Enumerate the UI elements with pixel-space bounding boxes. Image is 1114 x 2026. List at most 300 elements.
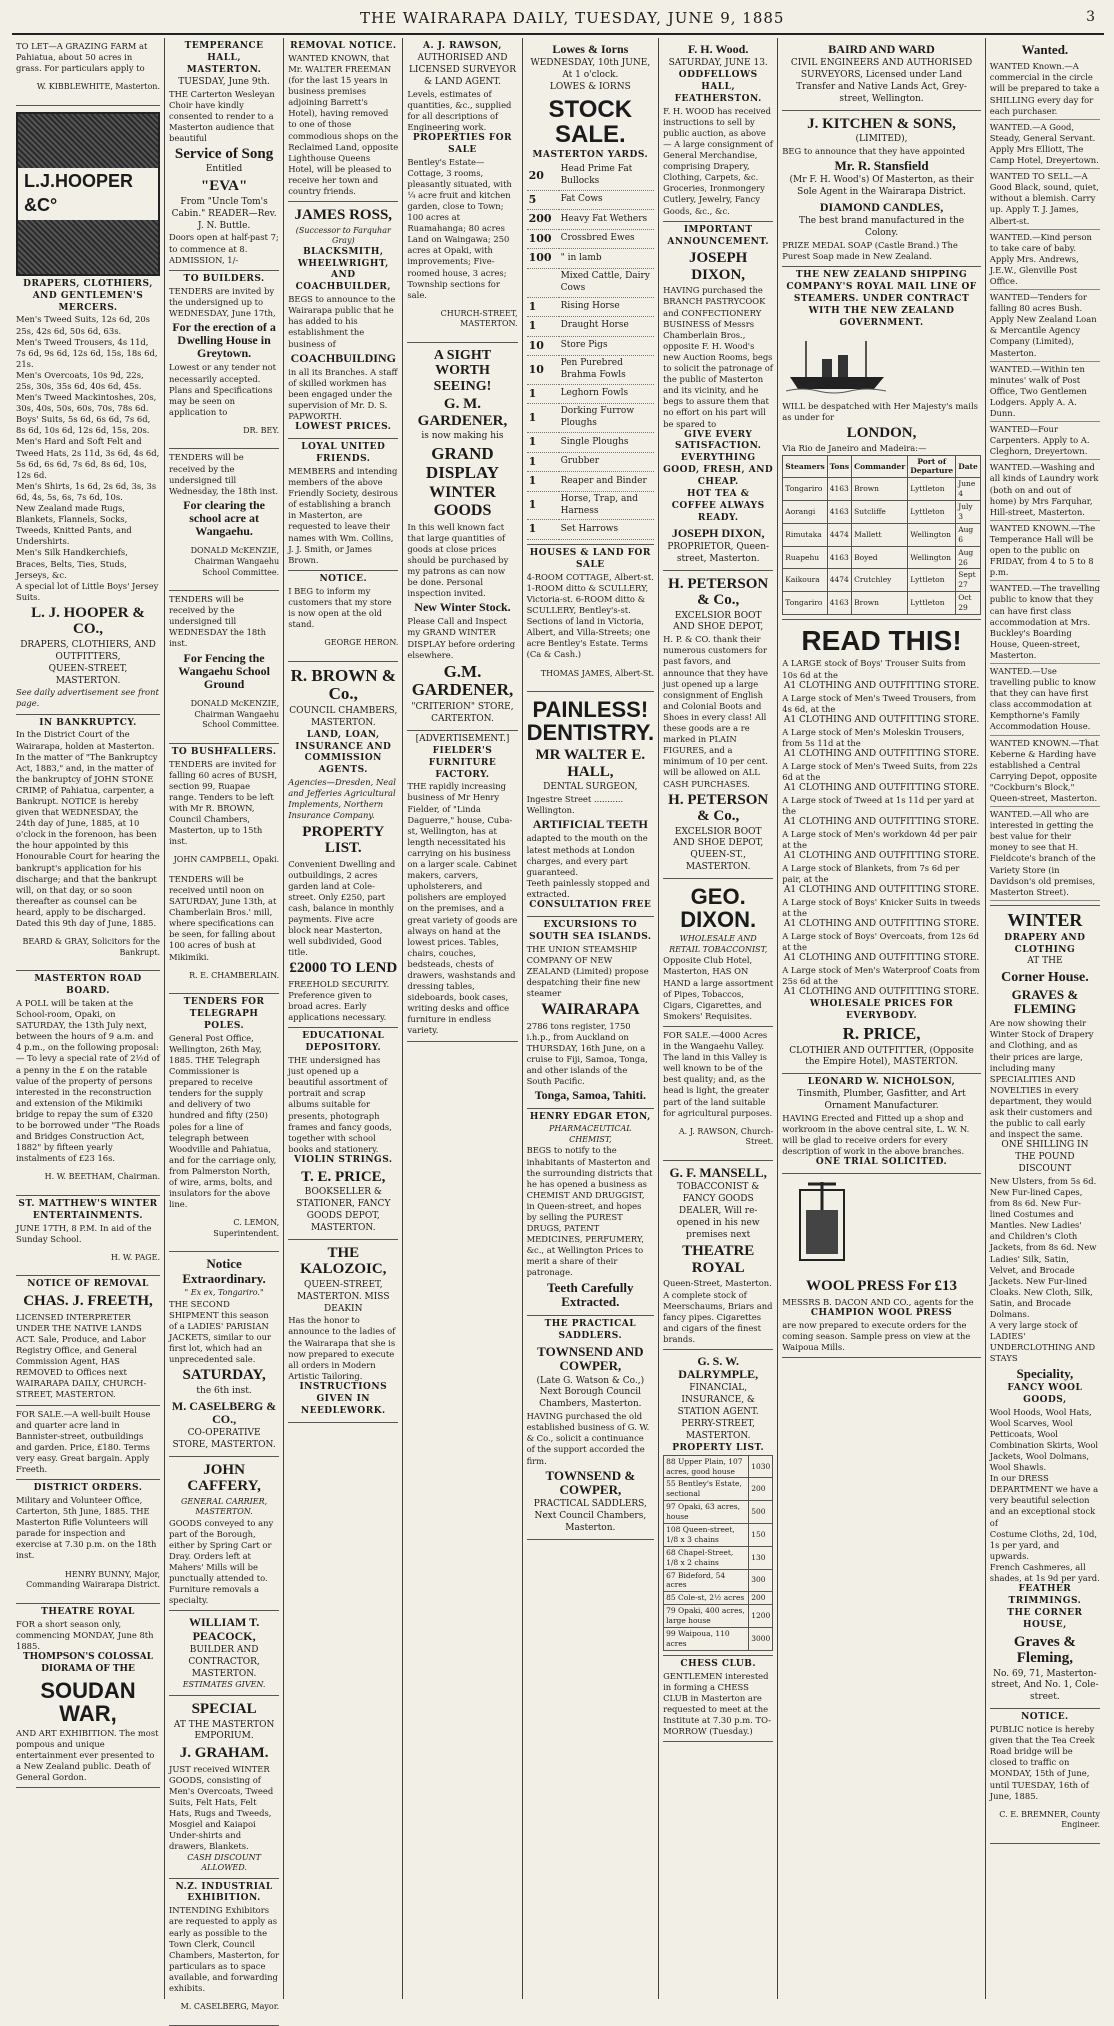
- schedule-cell: Lyttleton: [908, 478, 956, 501]
- ad-heading: LOWEST PRICES.: [295, 422, 392, 433]
- ad-text: in all its Branches. A staff of skilled workmen has been engaged under the supervision of Mr. D. S. PAPWORTH.: [288, 366, 398, 422]
- ad-title: H. PETERSON & Co.,: [668, 791, 769, 825]
- table-row: [783, 569, 981, 592]
- property-list-table: [663, 1455, 773, 1651]
- hooper-ad: [16, 106, 160, 715]
- wool-press-illustration: [782, 1180, 862, 1270]
- page-number: 3: [1086, 9, 1096, 25]
- stock-item: Rising Horse: [559, 297, 655, 317]
- ad-sub: TUESDAY, June 9th.: [178, 76, 270, 87]
- wanted-item: WANTED TO SELL.—A Good Black, sound, quiet, without a blemish. Carry up. Apply T. J. James, Albert-st.: [990, 169, 1100, 229]
- houses-for-sale-ad: [527, 545, 655, 692]
- ad-title: TOWNSEND AND COWPER,: [537, 1343, 644, 1374]
- loyal-friends-ad: [288, 439, 398, 571]
- ad-text: BEGS to notify to the inhabitants of Masterton and the surrounding districts that he has opened a business as CHEMIST AND DRUGGIST, in Queen-street, and hopes by selling the PUREST DRUGS, PATENT MEDICINES, PERFUMERY, &c., at Wellington Prices to merit a share of their patronage.: [526, 1145, 653, 1278]
- property-item: 67 Bideford, 54 acres: [664, 1569, 749, 1592]
- store-name: A1 CLOTHING AND OUTFITTING STORE.: [783, 748, 980, 759]
- ad-text: THE rapidly increasing business of Mr Henry Fielder, of "Linda Daguerre," house, Cuba-st, Wellington, has at length necessitated his carrying on his business on a larger scale. Cabinet makers, carvers, upholsterers, and polishers are employed on the premises, and a great variety of goods are always on hand at the lowest prices. Tables, chairs, couches, bedsteads, chests of drawers, washstands and dressing tables, sideboards, book cases, writing desks and office furniture in endless variety.: [407, 781, 518, 1036]
- property-price: 200: [749, 1592, 773, 1605]
- masthead: [12, 8, 1104, 35]
- wangaehu-sale-ad: [663, 1027, 773, 1161]
- table-row: [664, 1546, 773, 1569]
- ad-sign: C. LEMON, Superintendent.: [213, 1218, 280, 1238]
- stock-row: [527, 384, 655, 404]
- ad-title: R. BROWN & Co.,: [290, 665, 396, 704]
- ad-text: A LARGE stock of Boys' Trouser Suits from 10s 6d at the: [782, 658, 966, 680]
- wanted-item: WANTED Known.—A commercial in the circle will be prepared to take a SHILLING every day for each purchaser.: [990, 59, 1100, 119]
- list-item: Men's Tweed Suits, 12s 6d, 20s 25s, 42s 6d, 50s 6d, 63s.: [16, 314, 150, 336]
- ad-title: GRAVES & FLEMING: [1011, 986, 1079, 1016]
- ad-title: For the erection of a Dwelling House in Greytown.: [172, 319, 276, 361]
- stock-count: 1: [527, 384, 559, 404]
- table-row: [783, 478, 981, 501]
- ad-heading: DRAPERY AND CLOTHING: [1004, 932, 1086, 955]
- ad-text: GOODS conveyed to any part of the Borough, either by Spring Cart or Dray. Orders left at Mahers' Mills will be punctually attended to. Furniture removals a specialty.: [169, 1517, 274, 1606]
- ad-title: THE KALOZOIC,: [300, 1244, 387, 1278]
- wanted-item: WANTED.—All who are interested in getting the best value for their money to see that H. Fieldcote's branch of the Variety Store (in Davidson's old premises, Masterton Street).: [990, 807, 1100, 901]
- wood-auction-ad: [663, 38, 773, 222]
- nz-exhibition-ad: [169, 1879, 279, 2026]
- ad-heading: FEATHER TRIMMINGS.: [1008, 1584, 1082, 1606]
- ad-sub: A1 CLOTHING AND OUTFITTING STORE.: [783, 680, 980, 691]
- peacock-ad: [169, 1611, 279, 1696]
- ad-sub: GENERAL CARRIER, MASTERTON.: [180, 1496, 268, 1517]
- stock-item: Single Ploughs: [559, 433, 655, 453]
- ad-title: CHAS. J. FREETH,: [23, 1293, 153, 1310]
- table-row: [664, 1628, 773, 1651]
- fielder-furniture-ad: [407, 731, 517, 1042]
- ad-title: "EVA": [200, 178, 248, 195]
- ad-title: J. GRAHAM.: [179, 1745, 269, 1762]
- schedule-header: Tons: [827, 455, 851, 478]
- schedule-cell: Tongariro: [783, 478, 827, 501]
- ad-sub: [ADVERTISEMENT.]: [415, 733, 510, 744]
- store-name: A1 CLOTHING AND OUTFITTING STORE.: [783, 782, 980, 793]
- stock-row: [527, 356, 655, 385]
- schedule-cell: Boyed: [852, 546, 908, 569]
- heron-notice: [288, 571, 398, 662]
- stock-count: 100: [527, 229, 559, 249]
- hooper-logo: [16, 112, 160, 276]
- wanted-item: WANTED.—Kind person to take care of baby. Apply Mrs. Andrews, J.E.W., Glenville Post Office.: [990, 230, 1100, 290]
- wanted-item: WANTED.—The travelling public to know that they can have first class accommodation at Mrs. Buckley's Boarding House, Queen-street, Masterton.: [990, 581, 1100, 664]
- ad-heading: MASTERTON ROAD BOARD.: [34, 974, 142, 997]
- ad-sub: is now making his: [421, 431, 504, 442]
- ad-title: COACHBUILDING: [290, 350, 396, 365]
- ad-heading: THEATRE ROYAL: [41, 1606, 135, 1617]
- property-item: 85 Cole-st, 2½ acres: [664, 1592, 749, 1605]
- stock-count: 1: [527, 433, 559, 453]
- schedule-cell: Aug 26: [956, 546, 981, 569]
- ad-sign: CHURCH-STREET, MASTERTON.: [440, 308, 518, 329]
- ad-sub: BOOKSELLER & STATIONER, FANCY GOODS DEPOT, MASTERTON.: [296, 1187, 391, 1233]
- ad-heading: CONSULTATION FREE: [529, 900, 652, 911]
- property-item: 79 Opaki, 400 acres, large house: [664, 1605, 749, 1628]
- ad-note: See daily advertisement see front page.: [16, 687, 159, 709]
- stock-count: 1: [527, 520, 559, 540]
- ad-text: Agencies—Dresden, Neal and Jefferies Agricultural Implements, Northern Insurance Company.: [288, 777, 396, 821]
- list-item: A Large stock of Boys' Knicker Suits in tweeds at the: [782, 896, 981, 918]
- ad-text: A very large stock of LADIES' UNDERCLOTHING AND STAYS: [989, 1320, 1096, 1364]
- eaton-chemist-ad: [527, 1109, 655, 1316]
- ad-sign: M. CASELBERG, Mayor.: [180, 2002, 280, 2012]
- ad-title: L. J. HOOPER & CO.,: [31, 604, 145, 638]
- ad-text: Opposite Club Hotel, Masterton, HAS ON HAND a large assortment of Pipes, Tobaccos, Cigars, Cigarettes, and Smokers' Requisites.: [663, 955, 774, 1021]
- bridge-notice: [990, 1709, 1100, 1844]
- clearing-tender: [169, 449, 279, 591]
- bushfallers-tender: [169, 744, 279, 994]
- list-item: A Large stock of Men's Moleskin Trousers, from 5s 11d at the: [782, 726, 965, 748]
- stock-count: 1: [527, 452, 559, 472]
- ad-text: I BEG to inform my customers that my store is now open at the old stand.: [288, 585, 392, 629]
- ad-title: TOWNSEND & COWPER,: [545, 1467, 636, 1497]
- table-row: [664, 1605, 773, 1628]
- ad-text: adapted to the mouth on the latest methods at London charges, and every part guaranteed.: [526, 833, 648, 877]
- ad-text: General Post Office, Wellington, 26th May, 1885. THE Telegraph Commissioner is prepared to receive tenders for the supply and delivery of two hundred and fifty (250) poles for a line of telegraph between Woodville and Pahiatua, and for the carriage only, from Palmerston North, of wire, arms, bolts, and insulators for the above line.: [169, 1032, 277, 1210]
- schedule-cell: 4163: [827, 592, 851, 615]
- wanted-item: WANTED.—Use travelling public to know that they can have first class accommodation at Kempthorne's Family Accommodation House.: [990, 664, 1100, 736]
- stock-row: [527, 210, 655, 230]
- stock-item: Dorking Furrow Ploughs: [559, 404, 655, 433]
- ad-text: Via Rio de Janeiro and Madeira:—: [782, 443, 927, 454]
- ad-title: JOSEPH DIXON,: [689, 250, 748, 283]
- stock-item: Mixed Cattle, Dairy Cows: [559, 268, 655, 297]
- stock-count: 5: [527, 190, 559, 210]
- stock-row: [527, 162, 655, 190]
- nicholson-ad: [782, 1074, 981, 1174]
- ad-title: Graves & Fleming,: [1013, 1633, 1076, 1667]
- ad-text: Are now showing their Winter Stock of Drapery and Clothing, and as their prices are large, including many SPECIALITIES AND NOVELTIES in every department, they would ask their customers and the public to call early and inspect the same.: [989, 1018, 1094, 1140]
- schedule-cell: Brown: [852, 478, 908, 501]
- ad-sign: C. E. BREMNER, County Engineer.: [999, 1809, 1100, 1830]
- ad-sub: BUILDER AND CONTRACTOR, MASTERTON.: [188, 1644, 260, 1679]
- ad-heading: THE PRACTICAL SADDLERS.: [544, 1319, 637, 1342]
- property-price: 1200: [749, 1605, 773, 1628]
- ad-heading: PROPERTIES FOR SALE: [412, 132, 513, 155]
- ad-text: French Cashmeres, all shades, at 1s 9d per yard.: [989, 1561, 1100, 1583]
- property-item: 97 Opaki, 63 acres, house: [664, 1501, 749, 1524]
- schedule-cell: Oct 29: [956, 592, 981, 615]
- schedule-cell: Aorangi: [783, 501, 827, 524]
- ad-sub: (Late G. Watson & Co.,) Next Borough Council Chambers, Masterton.: [536, 1375, 645, 1410]
- ad-sign: H. W. BEETHAM, Chairman.: [44, 1172, 160, 1182]
- ad-sub: No. 69, 71, Masterton-street, And No. 1, Cole-street.: [991, 1668, 1099, 1703]
- wool-press-ad: [782, 1174, 981, 1358]
- ad-sub: PHARMACEUTICAL CHEMIST,: [549, 1124, 632, 1144]
- ad-title: GEO. DIXON.: [680, 884, 757, 933]
- stock-count: 200: [527, 210, 559, 230]
- ad-sub: the 6th inst.: [196, 1385, 252, 1396]
- kitchen-sons-ad: [782, 111, 981, 268]
- schedule-cell: 4163: [827, 478, 851, 501]
- property-price: 200: [749, 1478, 773, 1501]
- stock-row: [527, 317, 655, 337]
- ad-title: Wanted.: [1021, 42, 1069, 57]
- schedule-cell: Mallett: [852, 523, 908, 546]
- table-row: [664, 1501, 773, 1524]
- logo-text: L.J.HOOPER &C°: [18, 168, 158, 220]
- property-price: 130: [749, 1546, 773, 1569]
- column-4: [402, 38, 521, 1999]
- ad-title: READ THIS!: [801, 625, 962, 657]
- ad-text: THE SECOND SHIPMENT this season of a LADIES' PARISIAN JACKETS, similar to our first lot, which had an unprecedented sale.: [169, 1298, 271, 1365]
- ad-sign: THOMAS JAMES, Albert-St.: [540, 668, 655, 678]
- ad-heading: DISTRICT ORDERS.: [33, 1483, 143, 1494]
- ad-title: £2000 TO LEND: [289, 960, 398, 977]
- ad-text: TENDERS will be received by the undersigned till WEDNESDAY the 18th inst.: [169, 594, 267, 649]
- schedule-cell: Kaikoura: [783, 569, 827, 592]
- table-row: [664, 1478, 773, 1501]
- ad-text: In this well known fact that large quantities of goods at close prices should be purchased by my patrons as can now be done. Personal inspection invited.: [407, 521, 509, 599]
- ad-title: JOSEPH DIXON,: [671, 525, 765, 540]
- wanted-item: WANTED KNOWN.—That Keberne & Harding have established a Central Carrying Depot, opposite "Cockburn's Block," Queen-street, Masterton.: [990, 736, 1100, 808]
- ad-text: FOR a short season only, commencing MONDAY, June 8th 1885.: [16, 1618, 154, 1651]
- schedule-cell: July 3: [956, 501, 981, 524]
- ad-title: New Winter Stock.: [414, 600, 511, 615]
- ad-title: WINTER: [1007, 909, 1083, 930]
- wanted-item: WANTED.—Within ten minutes' walk of Post Office, Two Gentlemen Lodgers. Apply A. A. Dunn.: [990, 362, 1100, 422]
- stock-item: Set Harrows: [559, 520, 655, 540]
- ad-heading: IMPORTANT ANNOUNCEMENT.: [667, 224, 769, 247]
- ad-text: Doors open at half-past 7; to commence at 8. ADMISSION, 1/-: [169, 232, 279, 265]
- ad-text: WILL be despatched with Her Majesty's mails as under for: [782, 400, 978, 422]
- ad-sign: DONALD McKENZIE, Chairman Wangaehu School Committee.: [190, 699, 280, 730]
- ad-heading: BLACKSMITH, WHEELWRIGHT, AND COACHBUILDER,: [295, 246, 391, 293]
- excursions-ad: [527, 917, 655, 1110]
- mansell-ad: [663, 1161, 773, 1350]
- table-row: [783, 523, 981, 546]
- ad-title: Lowes & Iorns: [552, 42, 629, 56]
- ad-sub: The best brand manufactured in the Colony.: [798, 216, 965, 239]
- ad-sub: ESTIMATES GIVEN.: [182, 1680, 266, 1690]
- list-item: Men's Tweed Trousers, 4s 11d, 7s 6d, 9s 6d, 12s 6d, 15s, 18s 6d, 21s.: [16, 336, 158, 369]
- ad-sub: Entitled: [205, 164, 243, 175]
- ad-text: WANTED KNOWN, that Mr. WALTER FREEMAN (for the last 15 years in business premises adjoining Barrett's Hotel), having removed to one of those commodious shops on the Reclaimed Land, opposite Lighthouse Queens Hotel, will be pleased to receive her town and country friends.: [288, 52, 399, 196]
- schedule-header: Steamers: [783, 455, 827, 478]
- ad-heading: VIOLIN STRINGS.: [294, 1154, 393, 1165]
- ad-sign: DONALD McKENZIE, Chairman Wangaehu School Committee.: [190, 546, 280, 577]
- baird-ward-ad: [782, 38, 981, 111]
- stock-item: Pen Purebred Brahma Fowls: [559, 356, 655, 385]
- educational-depository-ad: [288, 1028, 398, 1239]
- lowes-iorns-ad: [527, 38, 655, 545]
- schedule-cell: Wellington: [908, 546, 956, 569]
- store-name: A1 CLOTHING AND OUTFITTING STORE.: [783, 885, 980, 895]
- saddlers-ad: [527, 1316, 655, 1540]
- stock-row: [527, 336, 655, 356]
- schedule-cell: Sept 27: [956, 569, 981, 592]
- schedule-cell: 4474: [827, 569, 851, 592]
- ad-title: WOOL PRESS For £13: [806, 1278, 958, 1295]
- property-price: 300: [749, 1569, 773, 1592]
- ad-sub: " Ex ex, Tongariro.": [184, 1288, 264, 1298]
- ad-text: 4-ROOM COTTAGE, Albert-st. 1-ROOM ditto & SCULLERY, Victoria-st. 6-ROOM ditto & SCULLERY, Bentley's-st. Sections of land in Victoria, Albert, and Villa-Streets; one acre Bentley's Estate. Terms (Ca & Cash.): [526, 571, 654, 660]
- ad-sub: (Successor to Farquhar Gray): [295, 225, 391, 246]
- schedule-header: Date: [956, 455, 981, 478]
- stock-item: Leghorn Fowls: [559, 384, 655, 404]
- ad-title: STOCK SALE.: [548, 95, 633, 148]
- ad-text: 2786 tons register, 1750 i.h.p., from Auckland on THURSDAY, 16th June, on a cruise to Fiji, Samoa, Tonga, and other islands of the South Pacific.: [526, 1020, 648, 1087]
- ad-heading: TO BUSHFALLERS.: [171, 746, 277, 757]
- store-name: A1 CLOTHING AND OUTFITTING STORE.: [783, 987, 980, 998]
- wanted-item: WANTED.—A Good, Steady, General Servant. Apply Mrs Elliott, The Camp Hotel, Dreyertown.: [990, 120, 1100, 169]
- ad-text: Please Call and Inspect my GRAND WINTER DISPLAY before ordering elsewhere.: [407, 616, 516, 660]
- read-this-ad: [782, 620, 981, 1074]
- temperance-hall-ad: [169, 38, 279, 271]
- list-item: New Zealand made Rugs, Blankets, Flannels, Socks, Tweeds, Knitted Pants, and Undershirts.: [16, 503, 132, 547]
- ad-text: TENDERS will be received until noon on SATURDAY, June 13th, at Chamberlain Bros.' mill, where specifications can be seen, for falling about 100 acres of bush at Mikimiki.: [169, 873, 277, 962]
- ad-text: GENTLEMEN interested in forming a CHESS CLUB in Masterton are requested to meet at the Institute at 7.30 p.m. TO-MORROW (Tuesday.): [663, 1670, 772, 1737]
- list-item: Boys' Suits, 5s 6d, 6s 6d, 7s 6d, 8s 6d, 10s 6d, 12s 6d, 15s, 20s.: [16, 414, 151, 436]
- ad-sub: EXCELSIOR BOOT AND SHOE DEPOT,: [673, 610, 764, 633]
- masthead-title: THE WAIRARAPA DAILY, TUESDAY, JUNE 9, 1885: [360, 9, 785, 27]
- ad-text: FREEHOLD SECURITY. Preference given to broad acres. Early applications necessary.: [288, 978, 390, 1023]
- list-item: A Large stock of Men's Waterproof Coats from 25s 6d at the: [782, 965, 980, 987]
- ad-title: LONDON,: [846, 424, 917, 441]
- ad-sub: Tinsmith, Plumber, Gasfitter, and Art Ornament Manufacturer.: [797, 1089, 966, 1111]
- ad-heading: EXCURSIONS TO SOUTH SEA ISLANDS.: [529, 919, 652, 942]
- ad-heading: EVERYTHING GOOD, FRESH, AND CHEAP.: [663, 453, 774, 488]
- ad-sub: LOWES & IORNS: [549, 81, 631, 92]
- ad-sign: R. E. CHAMBERLAIN.: [189, 970, 280, 980]
- ad-title: J. KITCHEN & SONS,: [807, 115, 956, 132]
- ad-title: PAINLESS! DENTISTRY.: [526, 697, 655, 746]
- stock-row: [527, 249, 655, 269]
- ad-sign: H. W. PAGE.: [110, 1252, 160, 1262]
- ad-sub: AUTHORISED AND LICENSED SURVEYOR & LAND AGENT.: [408, 52, 516, 87]
- ad-title: Notice Extraordinary.: [182, 1256, 266, 1286]
- ad-sign: HENRY BUNNY, Major, Commanding Wairarapa District.: [26, 1569, 160, 1590]
- ad-text: JUNE 17TH, 8 P.M. In aid of the Sunday School.: [16, 1222, 152, 1244]
- removal-notice: [288, 38, 398, 202]
- ad-heading: ST. MATTHEW'S WINTER ENTERTAINMENTS.: [18, 1198, 158, 1221]
- ad-sub: From "Uncle Tom's Cabin." READER—Rev. J. N. Buttle.: [171, 196, 277, 231]
- ad-title: JOHN CAFFERY,: [187, 1461, 261, 1495]
- ad-title: GRAND DISPLAY: [425, 443, 499, 482]
- column-7: [777, 38, 985, 1999]
- steamship-illustration: [782, 333, 892, 395]
- ad-heading: ODDFELLOWS HALL, FEATHERSTON.: [674, 70, 762, 104]
- ad-heading: CHAMPION WOOL PRESS: [810, 1307, 953, 1318]
- schedule-header: Port of Departure: [908, 455, 956, 478]
- james-ross-ad: [288, 202, 398, 439]
- wanted-item: WANTED—Tenders for falling 80 acres Bush. Apply New Zealand Loan & Mercantile Agency Company (Limited), Masterton.: [990, 290, 1100, 362]
- district-orders: [16, 1480, 160, 1604]
- ad-text: H. P. & CO. thank their numerous customers for past favors, and announce that they have just opened up a large consignment of English and Colonial Boots and Shoes in every class! All these goods are a re marked in PLAIN FIGURES, and a minimum of 10 per cent. will be allowed on ALL CASH PURCHASES.: [663, 634, 768, 789]
- ad-text: BEGS to announce to the Wairarapa public that he has added to his establishment the business of: [288, 294, 396, 349]
- property-price: 500: [749, 1501, 773, 1524]
- store-name: A1 CLOTHING AND OUTFITTING STORE.: [783, 816, 980, 827]
- stock-row: [527, 190, 655, 210]
- ad-sub: THOMPSON'S COLOSSAL DIORAMA OF THE: [22, 1651, 153, 1674]
- ad-text: FOR SALE.—A well-built House and quarter acre land in Bannister-street, outbuildings and garden. Price, £180. Terms very easy. Great bargain. Apply Freeth.: [16, 1408, 151, 1475]
- ad-text: TO LET—A GRAZING FARM at Pahiatua, about 50 acres in grass. For particulars apply to: [16, 41, 148, 74]
- ad-title: Teeth Carefully Extracted.: [547, 1279, 634, 1309]
- column-2: [164, 38, 283, 2012]
- ad-text: Has the honor to announce to the ladies of the Wairarapa that she is now prepared to execute all orders in Modern Artistic Tailoring.: [288, 1315, 396, 1381]
- ad-sub: ONE SHILLING IN THE POUND DISCOUNT: [1001, 1140, 1089, 1175]
- list-item: A Large stock of Men's workdown 4d per pair at the: [782, 828, 977, 850]
- ad-text: A POLL will be taken at the School-room, Opaki, on SATURDAY, the 13th July next, between the hours of 9 a.m. and 4 p.m., on the following proposal:— To levy a special rate of 2½d of a penny in the £ on the ratable value of the property of persons interested in the reconstruction and extension of the Mikimiki bridge to repay the sum of £320 to be borrowed under "The Roads and Bridges Construction Act, 1882" by fifteen yearly instalments of £23 16s.: [16, 997, 160, 1164]
- ad-text: Teeth painlessly stopped and extracted.: [526, 877, 650, 899]
- ad-heading: REMOVAL NOTICE.: [290, 41, 397, 51]
- ad-heading: NOTICE.: [319, 573, 368, 584]
- ad-text: New Ulsters, from 5s 6d. New Fur-lined Capes, from 8s 6d. New Fur-lined Costumes and Mantles. New Ladies' and Children's Cloth Jackets, from 8s 6d. New Ladies' Silk, Satin, Velvet, and Brocade Jackets. New Fur-lined Cloaks. New Cloth, Silk, Satin, and Brocade Dolmans.: [989, 1175, 1097, 1320]
- schedule-cell: 4474: [827, 523, 851, 546]
- ad-heading: LAND, LOAN, INSURANCE AND COMMISSION AGENTS.: [295, 729, 392, 776]
- ad-text: FOR SALE.—4000 Acres in the Wangaehu Valley. The land in this Valley is well known to be of the best quality; and, as the head is light, the greater part of the land suitable for agricultural purposes.: [663, 1029, 773, 1118]
- property-item: 55 Bentley's Estate, sectional: [664, 1478, 749, 1501]
- stock-item: Store Pigs: [559, 336, 655, 356]
- sailing-schedule: [782, 455, 981, 615]
- stock-count: 1: [527, 491, 559, 520]
- schedule-cell: Lyttleton: [908, 501, 956, 524]
- ad-text: JUST received WINTER GOODS, consisting of Men's Overcoats, Tweed Suits, Felt Hats, Felt Hats, Rugs and Tweeds, Mosgiel and Kaiapoi Under-shirts and drawers, Blankets.: [169, 1763, 274, 1852]
- ad-title: A SIGHT WORTH SEEING!: [433, 347, 492, 394]
- st-matthews-ad: [16, 1196, 160, 1276]
- stock-row: [527, 404, 655, 433]
- caffery-ad: [169, 1457, 279, 1612]
- stock-row: [527, 452, 655, 472]
- list-item: A Large stock of Men's Tweed Trousers, from 4s 6d, at the: [782, 692, 977, 714]
- ad-sub: QUEEN-STREET, MASTERTON.: [48, 663, 128, 686]
- ad-heading: LEONARD W. NICHOLSON,: [807, 1077, 956, 1088]
- stock-item: Horse, Trap, and Harness: [559, 491, 655, 520]
- column-8: [985, 38, 1104, 1999]
- ad-sign: JOHN CAMPBELL, Opaki.: [173, 855, 280, 865]
- ad-title: WAIRARAPA: [541, 1001, 640, 1019]
- ad-text: PRIZE MEDAL SOAP (Castle Brand.) The Purest Soap made in New Zealand.: [782, 240, 958, 262]
- grazing-farm-ad: [16, 38, 160, 106]
- wanted-item: WANTED—Four Carpenters. Apply to A. Cleghorn, Dreyertown.: [990, 422, 1100, 460]
- ad-text: Convenient Dwelling and outbuildings, 2 acres garden land at Cole-street. Only £250, part cash, balance in monthly payments. Five acre block near Masterton, well subdivided, Good title.: [288, 858, 396, 958]
- kalozoic-ad: [288, 1240, 398, 1423]
- ad-title: JAMES ROSS,: [294, 207, 393, 224]
- stock-row: [527, 433, 655, 453]
- joseph-dixon-ad: [663, 222, 773, 571]
- stock-list: [527, 162, 655, 540]
- a1-stock-list: [782, 693, 981, 1000]
- store-name: A1 CLOTHING AND OUTFITTING STORE.: [783, 953, 980, 964]
- list-item: Men's Shirts, 1s 6d, 2s 6d, 3s, 3s 6d, 4s, 5s, 6s, 7s 6d, 10s.: [16, 480, 157, 502]
- wanted-item: WANTED KNOWN.—The Temperance Hall will be open to the public on FRIDAY, from 4 to 5 to 8 p.m.: [990, 521, 1100, 581]
- ad-text: TENDERS are invited by the undersigned up to WEDNESDAY, June 17th,: [169, 285, 276, 318]
- ad-title: G.M. GARDENER,: [411, 661, 514, 700]
- geo-dixon-ad: [663, 879, 773, 1027]
- stock-item: " in lamb: [559, 249, 655, 269]
- builders-tender: [169, 271, 279, 450]
- stock-count: 10: [527, 336, 559, 356]
- column-1: [12, 38, 164, 1999]
- ad-title: G. S. W. DALRYMPLE,: [678, 1354, 759, 1382]
- table-row: [783, 501, 981, 524]
- ad-text: Ingestre Street ........... Wellington.: [526, 794, 624, 816]
- ad-title: SOUDAN WAR,: [40, 1677, 136, 1726]
- ad-title: M. CASELBERG & CO.,: [171, 1398, 277, 1426]
- ad-heading: MASTERTON YARDS.: [532, 150, 649, 161]
- ad-sign: DR. BEY.: [243, 425, 280, 435]
- ad-title: Speciality,: [1016, 1365, 1074, 1381]
- ad-text: Lowest or any tender not necessarily accepted. Plans and Specifications may be seen on application to: [169, 362, 277, 417]
- ad-sub: (Mr F. H. Wood's) Of Masterton, as their Sole Agent in the Wairarapa District.: [789, 175, 974, 198]
- stock-count: 1: [527, 472, 559, 492]
- ad-sub: FINANCIAL, INSURANCE, & STATION AGENT. PERRY-STREET, MASTERTON.: [677, 1383, 759, 1441]
- stock-row: [527, 520, 655, 540]
- ad-sub: CIVIL ENGINEERS AND AUTHORISED SURVEYORS, Licensed under Land Transfer and Native Lands Act, Grey-street, Wellington.: [790, 58, 973, 104]
- freeth-ad: [16, 1276, 160, 1405]
- ad-heading: N.Z. INDUSTRIAL EXHIBITION.: [175, 1881, 273, 1904]
- chess-club-ad: [663, 1656, 773, 1742]
